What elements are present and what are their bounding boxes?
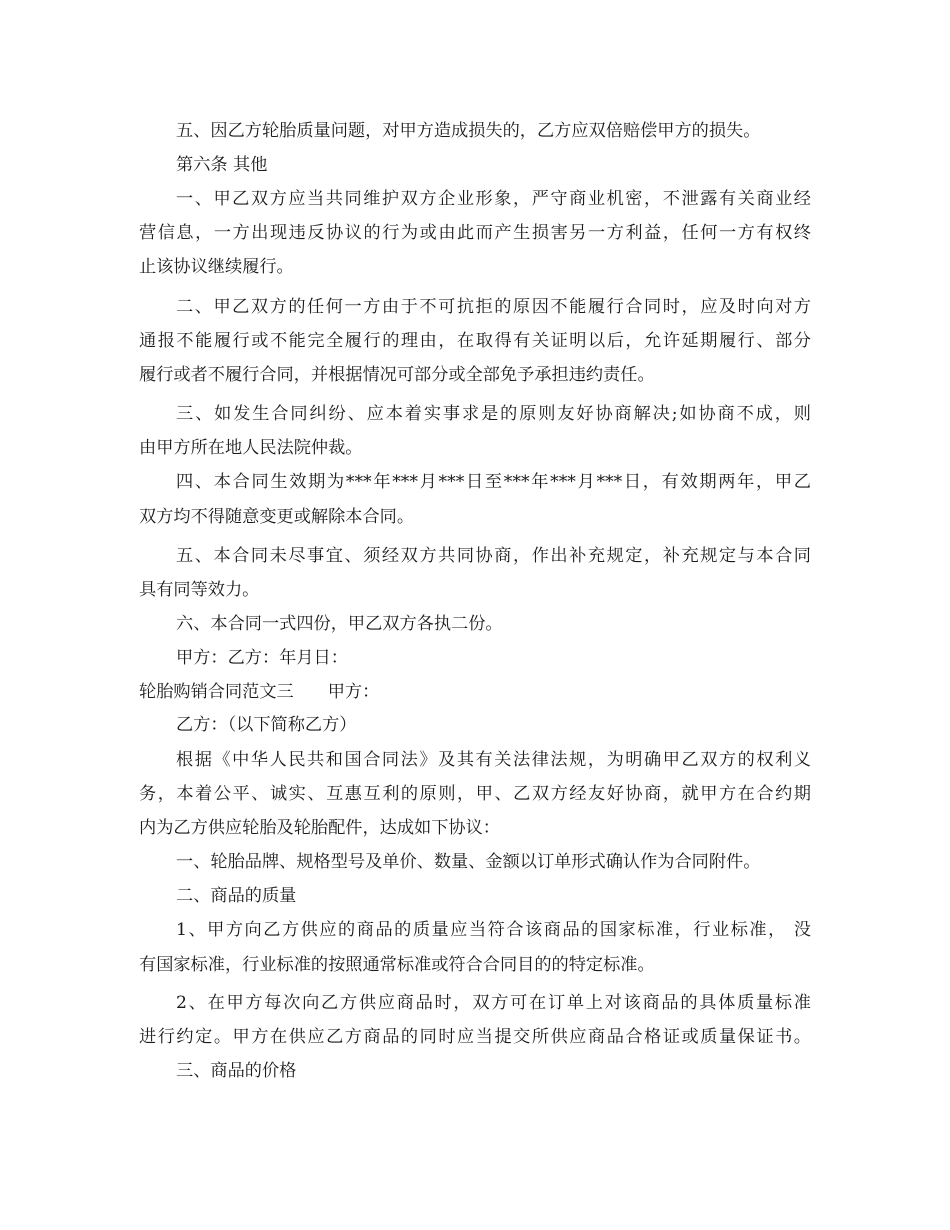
text-line: 二、甲乙双方的任何一方由于不可抗拒的原因不能履行合同时，应及时向对方 (176, 297, 811, 317)
text-line: 双方均不得随意变更或解除本合同。 (139, 507, 415, 527)
section-heading: 第六条 其他 (176, 155, 268, 175)
text-line: 进行约定。甲方在供应乙方商品的同时应当提交所供应商品合格证或质量保证书。 (139, 1027, 811, 1047)
section-heading: 二、商品的质量 (176, 886, 297, 906)
section-heading: 三、商品的价格 (176, 1061, 297, 1081)
document-title-line (0, 677, 950, 707)
text-line: 一、轮胎品牌、规格型号及单价、数量、金额以订单形式确认作为合同附件。 (176, 852, 761, 872)
party-b-line: 乙方：（以下简称乙方） (176, 715, 357, 735)
party-a-label: 甲方： (327, 682, 380, 702)
text-line: 履行或者不履行合同，并根据情况可部分或全部免予承担违约责任。 (139, 365, 655, 385)
text-line: 六、本合同一式四份，甲乙双方各执二份。 (176, 614, 503, 634)
text-line: 通报不能履行或不能完全履行的理由，在取得有关证明以后，允许延期履行、部分 (139, 331, 811, 351)
signature-line: 甲方：乙方：年月日： (176, 648, 348, 668)
text-line: 2、在甲方每次向乙方供应商品时，双方可在订单上对该商品的具体质量标准 (176, 993, 811, 1013)
text-line: 1、甲方向乙方供应的商品的质量应当符合该商品的国家标准，行业标准， 没 (176, 920, 811, 940)
text-line: 有国家标准，行业标准的按照通常标准或符合合同目的的特定标准。 (139, 955, 655, 975)
text-line: 四、本合同生效期为***年***月***日至***年***月***日，有效期两年，甲乙 (176, 472, 811, 492)
text-line: 五、因乙方轮胎质量问题，对甲方造成损失的，乙方应双倍赔偿甲方的损失。 (176, 121, 761, 141)
document-title: 轮胎购销合同范文三 (139, 682, 294, 702)
text-line: 由甲方所在地人民法院仲裁。 (139, 438, 363, 458)
text-line: 具有同等效力。 (139, 580, 260, 600)
text-line: 五、本合同未尽事宜、须经双方共同协商，作出补充规定，补充规定与本合同 (176, 546, 811, 566)
text-line: 营信息，一方出现违反协议的行为或由此而产生损害另一方利益，任何一方有权终 (139, 223, 811, 243)
text-line: 止该协议继续履行。 (139, 257, 294, 277)
text-line: 务，本着公平、诚实、互惠互利的原则，甲、乙双方经友好协商，就甲方在合约期 (139, 784, 811, 804)
text-line: 三、如发生合同纠纷、应本着实事求是的原则友好协商解决;如协商不成，则 (176, 404, 811, 424)
text-line: 根据《中华人民共和国合同法》及其有关法律法规，为明确甲乙双方的权利义 (176, 750, 811, 770)
text-line: 内为乙方供应轮胎及轮胎配件，达成如下协议： (139, 818, 500, 838)
text-line: 一、甲乙双方应当共同维护双方企业形象，严守商业机密，不泄露有关商业经 (176, 189, 811, 209)
